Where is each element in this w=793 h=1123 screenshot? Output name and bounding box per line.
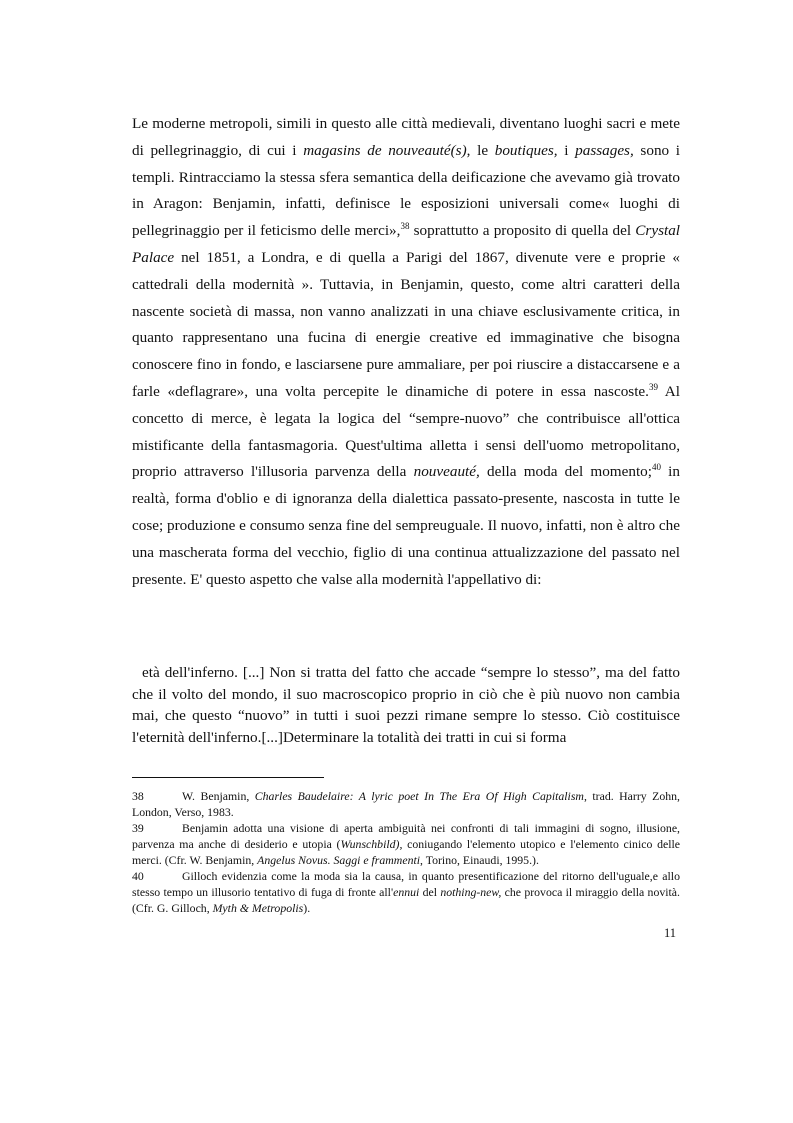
italic-run: nothing-new, xyxy=(440,885,502,899)
text-run: sono i templi. Rintracciamo la stessa sfera semantica della deificazione che avevamo già trovato in Aragon: Benjamin, infatti, definisce le esposizioni universali come« luoghi di pellegrinaggio per il feticismo delle merci», xyxy=(132,141,680,240)
block-quote: età dell'inferno. [...] Non si tratta del fatto che accade “sempre lo stesso”, ma del fatto che il volto del mondo, il suo macroscopico proprio in ciò che è più nuovo non cambia mai, che questo “nuovo” in tutti i suoi pezzi rimane sempre lo stesso. Ciò costituisce l'eternità dell'inferno.[...]Determinare la totalità dei tratti in cui si forma xyxy=(132,664,680,746)
text-run: Gilloch evidenzia come la moda sia la causa, in quanto presentificazione del ritorno dell'uguale,e allo stesso tempo un illusorio tentativo di fuga di fronte all' xyxy=(132,869,680,899)
italic-run: magasins de nouveauté(s) xyxy=(303,141,467,159)
text-run: che provoca il miraggio della novità. (Cfr. G. Gilloch, xyxy=(132,885,680,915)
footnote-number: 38 xyxy=(132,789,144,803)
text-run: della moda del momento; xyxy=(479,463,652,481)
italic-run: passages, xyxy=(575,141,634,159)
text-run: soprattutto a proposito di quella del xyxy=(409,222,636,240)
text-run: , Torino, Einaudi, 1995.). xyxy=(420,853,539,867)
italic-run: Crystal Palace xyxy=(132,222,681,266)
text-run: i xyxy=(557,141,576,159)
text-run: nel 1851, a Londra, e di quella a Parigi del 1867, divenute vere e proprie « cattedrali della modernità ». Tuttavia, in Benjamin, questo, come altri caratteri della nascente società di massa, non vanno analizzati in una chiave esclusivamente critica, in quanto rappresentano una fucina di energie creative ed immaginative che bisogna conoscere fino in fondo, e lasciarsene pure ammaliare, per poi riuscire a distaccarsene e a farle «deflagrare», una volta percepite le dinamiche di potere in essa nascoste. xyxy=(132,248,680,400)
text-run: ). xyxy=(303,901,311,915)
text-run: del xyxy=(419,885,441,899)
italic-run: Wunschbild), xyxy=(340,837,403,851)
footnote-number: 39 xyxy=(132,821,144,835)
text-run: , le xyxy=(466,141,495,159)
footnote-separator xyxy=(132,777,324,778)
text-run: , trad. Harry Zohn, London, Verso, 1983. xyxy=(132,789,680,819)
footnote-ref-38: 38 xyxy=(400,221,410,232)
text-run: W. Benjamin, xyxy=(182,789,255,803)
text-run: in realtà, forma d'oblio e di ignoranza della dialettica passato-presente, nascosta in tutte le cose; produzione e consumo senza fine del sempreuguale. Il nuovo, infatti, non è altro che una mascherata forma del vecchio, figlio di una continua attualizzazione del passato nel presente. E' questo aspetto che valse alla modernità l'appellativo di: xyxy=(132,463,680,588)
text-run: Le moderne metropoli, simili in questo alle città medievali, diventano luoghi sacri e mete di pellegrinaggio, di cui i xyxy=(132,115,680,159)
italic-run: nouveauté, xyxy=(413,463,480,481)
footnote-40 xyxy=(132,868,680,916)
italic-run: Angelus Novus. Saggi e frammenti xyxy=(257,853,421,867)
footnotes xyxy=(132,788,680,916)
footnote-38 xyxy=(132,788,680,820)
footnote-ref-39: 39 xyxy=(648,381,658,392)
footnote-39 xyxy=(132,820,680,868)
text-run: coniugando l'elemento utopico e l'elemento cinico delle merci. (Cfr. W. Benjamin, xyxy=(132,837,680,867)
italic-run: ennui xyxy=(393,885,420,899)
text-run: Al concetto di merce, è legata la logica del “sempre-nuovo” che contribuisce all'ottica mistificante della fantasmagoria. Quest'ultima alletta i sensi dell'uomo metropolitano, proprio attraverso l'illusoria parvenza della xyxy=(132,382,680,481)
page-number: 11 xyxy=(664,926,677,940)
footnote-ref-40: 40 xyxy=(651,462,661,473)
italic-run: boutiques, xyxy=(494,141,558,159)
italic-run: Charles Baudelaire: A lyric poet In The Era Of High Capitalism xyxy=(254,789,584,803)
italic-run: Myth & Metropolis xyxy=(212,901,304,915)
text-run: Benjamin adotta una visione di aperta ambiguità nei confronti di tali immagini di sogno, illusione, parvenza ma anche di desiderio e utopia ( xyxy=(132,821,680,851)
footnote-number: 40 xyxy=(132,869,144,883)
body-paragraph xyxy=(132,111,680,593)
